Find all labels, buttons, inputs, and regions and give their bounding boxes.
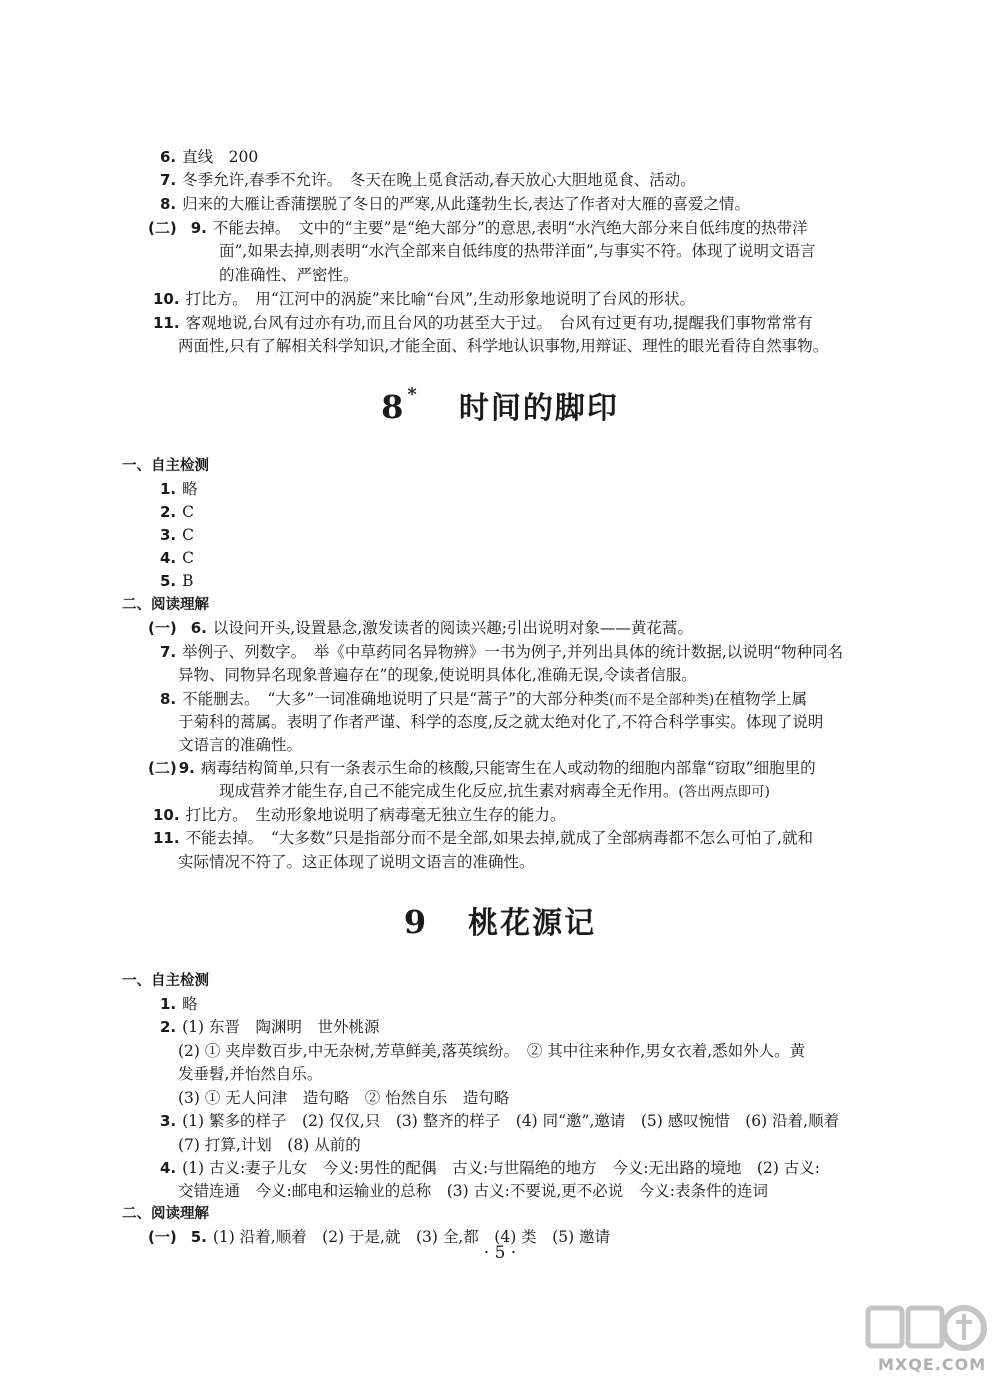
answer-line: (二) 9. 病毒结构简单,只有一条表示生命的核酸,只能寄生在人或动物的细胞内部靠“窃取”细胞里的	[148, 759, 816, 777]
answer-line: 3. C	[160, 526, 195, 544]
answer-line: 8. 归来的大雁让香蒲摆脱了冬日的严寒,从此蓬勃生长,表达了作者对大雁的喜爱之情。	[160, 195, 750, 213]
answer-line: 6. 直线 200	[160, 148, 259, 166]
answer-line: 8. 不能删去。 “大多”一词准确地说明了只是“蒿子”的大部分种类(而不是全部种类)在植物学上属	[160, 690, 808, 708]
answer-line: 的准确性、严密性。	[219, 266, 359, 284]
section-heading: 一、自主检测	[122, 973, 209, 989]
answer-line: 2. (1) 东晋 陶渊明 世外桃源	[160, 1018, 380, 1036]
answer-line: 4. (1) 古义:妻子儿女 今义:男性的配偶 古义:与世隔绝的地方 今义:无出路的境地 (2) 古义:	[160, 1159, 821, 1177]
page-number: · 5 ·	[483, 1243, 517, 1263]
answer-line: 5. B	[160, 572, 194, 590]
answer-line: 1. 略	[160, 480, 198, 498]
answer-line: (3) ① 无人问津 造句略 ② 怡然自乐 造句略	[178, 1089, 510, 1107]
answer-line: 异物、同物异名现象普遍存在”的现象,使说明具体化,准确无误,令读者信服。	[178, 666, 697, 684]
answer-line: 现成营养才能生存,自己不能完成生化反应,抗生素对病毒全无作用。(答出两点即可)	[219, 782, 770, 800]
lesson-number: 9	[403, 903, 429, 941]
answer-line: 交错连通 今义:邮电和运输业的总称 (3) 古义:不要说,更不必说 今义:表条件的连词	[178, 1182, 768, 1200]
answer-line: (2) ① 夹岸数百步,中无杂树,芳草鲜美,落英缤纷。 ② 其中往来种作,男女衣着,悉如外人。黄	[178, 1042, 806, 1060]
answer-line: 面”,如果去掉,则表明“水汽全部来自低纬度的热带洋面”,与事实不符。体现了说明文语言	[219, 242, 816, 260]
lesson-number: 8 *	[381, 384, 419, 426]
answer-line: 4. C	[160, 549, 195, 567]
answer-line: 实际情况不符了。这正体现了说明文语言的准确性。	[178, 853, 535, 871]
answer-line: 10. 打比方。 生动形象地说明了病毒毫无独立生存的能力。	[153, 806, 566, 824]
answer-line: 两面性,只有了解相关科学知识,才能全面、科学地认识事物,用辩证、理性的眼光看待自然事物。	[178, 337, 829, 355]
answer-line: 发垂髫,并怡然自乐。	[178, 1065, 323, 1083]
answer-line: (二) 9. 不能去掉。 文中的“主要”是“绝大部分”的意思,表明“水汽绝大部分来自低纬度的热带洋	[148, 219, 808, 237]
answer-line: (一) 5. (1) 沿着,顺着 (2) 于是,就 (3) 全,都 (4) 类 (5) 邀请	[148, 1228, 611, 1246]
answer-line: 11. 客观地说,台风有过亦有功,而且台风的功甚至大于过。 台风有过更有功,提醒我们事物常常有	[153, 314, 813, 332]
section-heading: 一、自主检测	[122, 458, 209, 474]
watermark-url: MXQE.COM	[878, 1355, 987, 1374]
answer-line: 7. 举例子、列数字。 举《中草药同名异物辨》一书为例子,并列出具体的统计数据,以说明“物种同名	[160, 643, 844, 661]
answer-line: 10. 打比方。 用“江河中的涡旋”来比喻“台风”,生动形象地说明了台风的形状。	[153, 290, 695, 308]
lesson-title: 9 桃花源记	[403, 903, 597, 941]
lesson-title: 8 * 时间的脚印	[381, 384, 619, 426]
answer-line: 7. 冬季允许,春季不允许。 冬天在晚上觅食活动,春天放心大胆地觅食、活动。	[160, 171, 696, 189]
answer-line: 3. (1) 繁多的样子 (2) 仅仅,只 (3) 整齐的样子 (4) 同“邀”,邀请 (5) 感叹惋惜 (6) 沿着,顺着	[160, 1112, 840, 1130]
answer-line: (7) 打算,计划 (8) 从前的	[178, 1136, 361, 1154]
answer-line: 2. C	[160, 503, 195, 521]
section-heading: 二、阅读理解	[122, 1206, 209, 1222]
answer-line: 文语言的准确性。	[178, 736, 303, 754]
answer-line: 11. 不能去掉。 “大多数”只是指部分而不是全部,如果去掉,就成了全部病毒都不怎么可怕了,就和	[153, 829, 813, 847]
answer-line: 于菊科的蒿属。表明了作者严谨、科学的态度,反之就太绝对化了,不符合科学事实。体现了说明	[178, 713, 824, 731]
answer-line: (一) 6. 以设问开头,设置悬念,激发读者的阅读兴趣;引出说明对象——黄花蒿。	[148, 619, 693, 637]
answer-line: 1. 略	[160, 995, 198, 1013]
section-heading: 二、阅读理解	[122, 597, 209, 613]
